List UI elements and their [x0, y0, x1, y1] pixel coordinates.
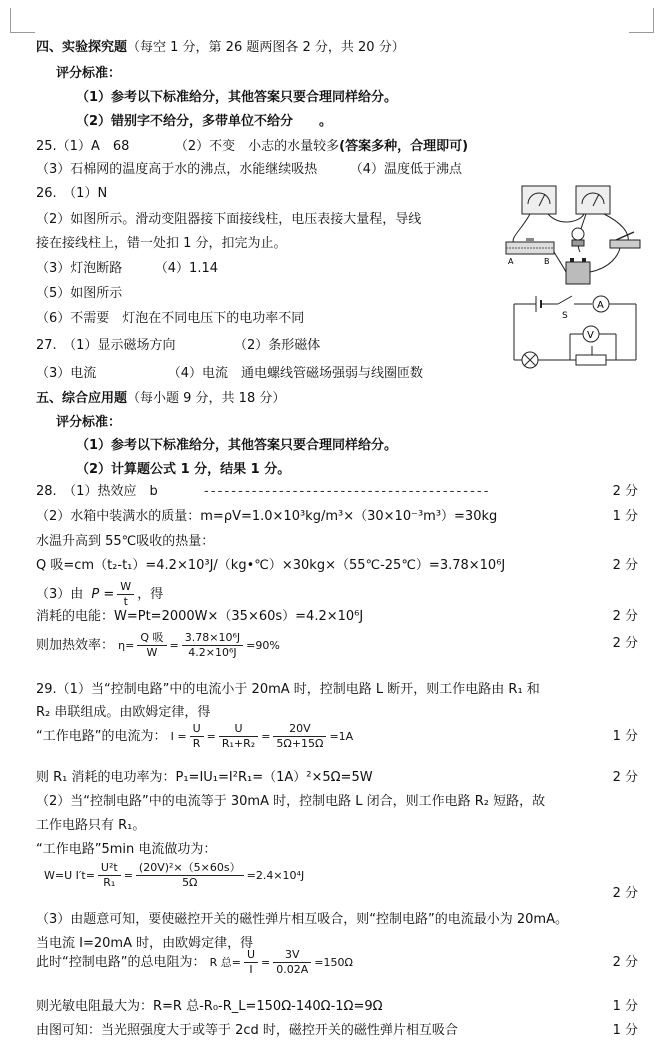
q29-line: “工作电路”5min 电流做功为： — [36, 842, 217, 857]
switch-lever — [616, 232, 634, 240]
q29-line: “工作电路”的电流为： I = $\frac{U}{R}$ = $\frac{U}{\text{R₁+R₂}}$ = $\frac{20V}{5\Omega+15\Omega}$ =1A 1 分 — [36, 720, 644, 754]
wire — [604, 214, 628, 242]
wire — [554, 252, 566, 272]
q29-line: R₂ 串联组成。由欧姆定律，得 — [36, 705, 211, 720]
switch-label: S — [562, 311, 568, 321]
score: 2 分 — [611, 884, 638, 904]
q29-line: （3）由题意可知，要使磁控开关的磁性弹片相互吸合，则“控制电路”的电流最小为 20mA。 — [36, 912, 568, 927]
q29-line: 则 R₁ 消耗的电功率为：P₁=IU₁=I²R₁=（1A）²×5Ω=5W 2 分 — [36, 768, 644, 788]
score: 1 分 — [611, 1021, 638, 1041]
fraction: $\frac{\text{Q 吸}}{W}$ — [137, 631, 166, 660]
wire — [590, 248, 620, 272]
fraction: $\frac{\text{(20V)²×（5×60s）}}{5\Omega}$ — [136, 861, 244, 890]
q26-line: （2）如图所示。滑动变阻器接下面接线柱，电压表接大量程，导线 — [36, 212, 422, 227]
margin-corner-mark — [629, 8, 654, 33]
fraction: $\frac{3V}{0.02A}$ — [273, 948, 311, 977]
q28-line: Q 吸=cm（t₂-t₁）=4.2×10³J/（kg•℃）×30kg×（55℃-25℃）=3.78×10⁶J 2 分 — [36, 556, 644, 576]
score: 2 分 — [611, 556, 638, 576]
label-b: B — [544, 257, 550, 266]
criteria-label: 评分标准： — [56, 415, 122, 430]
q28-line: （2）水箱中装满水的质量：m=ρV=1.0×10³kg/m³×（30×10⁻³m³）=30kg 1 分 — [36, 507, 644, 527]
q25-line: （3）石棉网的温度高于水的沸点，水能继续吸热 （4）温度低于沸点 — [36, 162, 463, 177]
score: 1 分 — [611, 997, 638, 1017]
meter-box — [576, 186, 610, 214]
q26-line: （6）不需要 灯泡在不同电压下的电功率不同 — [36, 311, 305, 326]
q28-line: 消耗的电能：W=Pt=2000W×（35×60s）=4.2×10⁶J 2 分 — [36, 607, 644, 627]
q29-line: 此时“控制电路”的总电阻为： R 总= $\frac{U}{I}$ = $\frac{3V}{0.02A}$ =150Ω 2 分 — [36, 946, 644, 980]
score: 1 分 — [611, 720, 638, 754]
score: 2 分 — [611, 626, 638, 662]
score: 2 分 — [611, 607, 638, 627]
score: 1 分 — [611, 507, 638, 527]
criteria-item: （2）计算题公式 1 分，结果 1 分。 — [76, 462, 291, 477]
lamp — [572, 228, 584, 240]
switch-base — [610, 240, 640, 248]
q26-line: 26. （1）N — [36, 186, 108, 201]
fraction: $\frac{\text{3.78×10⁶J}}{\text{4.2×10⁶J}}$ — [182, 631, 243, 660]
criteria-label: 评分标准： — [56, 66, 122, 81]
q26-line: （5）如图所示 — [36, 286, 123, 301]
q26-line: （3）灯泡断路 （4）1.14 — [36, 261, 218, 276]
battery-terminal — [582, 258, 586, 262]
q28-line: 则加热效率： η= $\frac{\text{Q 吸}}{W}$ = $\frac{\text{3.78×10⁶J}}{\text{4.2×10⁶J}}$ =90% 2 分 — [36, 628, 644, 664]
q29-line: 当电流 I=20mA 时，由欧姆定律，得 — [36, 936, 254, 951]
q27-line: （3）电流 （4）电流 通电螺线管磁场强弱与线圈匝数 — [36, 366, 424, 381]
switch-blade — [558, 296, 572, 304]
battery-cell — [566, 262, 590, 284]
fraction: $\frac{20V}{5\Omega+15\Omega}$ — [273, 722, 326, 751]
score: 2 分 — [611, 946, 638, 980]
voltmeter-label: V — [587, 330, 594, 341]
q27-line: 27. （1）显示磁场方向 （2）条形磁体 — [36, 338, 321, 353]
meter-box — [522, 186, 556, 214]
lamp-base — [572, 240, 584, 246]
q29-line: 工作电路只有 R₁。 — [36, 818, 146, 833]
fraction: $\frac{\text{U²t}}{\text{R₁}}$ — [98, 861, 121, 890]
score-leader: - - - - - - - - - - - - - - - - - - - - - - - - - - - - - - - - - - - - - - - - - - — [204, 484, 488, 499]
q29-line: 29.（1）当“控制电路”中的电流小于 20mA 时，控制电路 L 断开，则工作电路由 R₁ 和 — [36, 682, 540, 697]
q29-line: W=U I′t= $\frac{\text{U²t}}{\text{R₁}}$ = $\frac{\text{(20V)²×（5×60s）}}{5\Omega}$ =2.4×10⁴J — [44, 861, 305, 889]
score: 2 分 — [611, 482, 638, 502]
fraction: $\frac{U}{R}$ — [190, 722, 204, 751]
q29-line: （2）当“控制电路”中的电流等于 30mA 时，控制电路 L 闭合，则工作电路 R₂ 短路，故 — [36, 794, 546, 809]
label-a: A — [508, 257, 514, 266]
fraction: $\frac{U}{\text{R₁+R₂}}$ — [219, 722, 258, 751]
q25-line: 25.（1）A 68 （2）不变 小志的水量较多(答案多种，合理即可) — [36, 139, 469, 154]
q28-line: （3）由 P = $\frac{W}{t}$ ，得 — [36, 580, 164, 608]
q28-line: 28. （1）热效应 b - - - - - - - - - - - - - - - - - - - - - - - - - - - - - - - - - - - - - - - - - - 2 分 — [36, 482, 644, 502]
section-4-heading: 四、实验探究题（每空 1 分，第 26 题两图各 2 分，共 20 分） — [36, 40, 405, 55]
margin-corner-mark — [10, 8, 35, 33]
criteria-item: （2）错别字不给分，多带单位不给分 。 — [76, 114, 333, 129]
criteria-item: （1）参考以下标准给分，其他答案只要合理同样给分。 — [76, 438, 398, 453]
q26-line: 接在接线柱上，错一处扣 1 分，扣完为止。 — [36, 236, 287, 251]
criteria-item: （1）参考以下标准给分，其他答案只要合理同样给分。 — [76, 90, 398, 105]
ammeter-label: A — [597, 300, 604, 311]
q29-line: 则光敏电阻最大为：R=R 总-R₀-R_L=150Ω-140Ω-1Ω=9Ω 1 分 — [36, 997, 644, 1017]
section-5-heading: 五、综合应用题（每小题 9 分，共 18 分） — [36, 391, 286, 406]
score: 2 分 — [611, 768, 638, 788]
circuit-diagram — [506, 290, 646, 374]
rheostat-slider — [526, 238, 534, 242]
apparatus-figure — [500, 182, 650, 288]
q29-line: 由图可知：当光照强度大于或等于 2cd 时，磁控开关的磁性弹片相互吸合 1 分 — [36, 1021, 644, 1041]
battery-terminal — [570, 258, 574, 262]
fraction: $\frac{W}{t}$ — [117, 580, 134, 609]
fraction: $\frac{U}{I}$ — [244, 948, 258, 977]
wire — [548, 214, 584, 222]
q28-line: 水温升高到 55℃吸收的热量： — [36, 534, 215, 549]
